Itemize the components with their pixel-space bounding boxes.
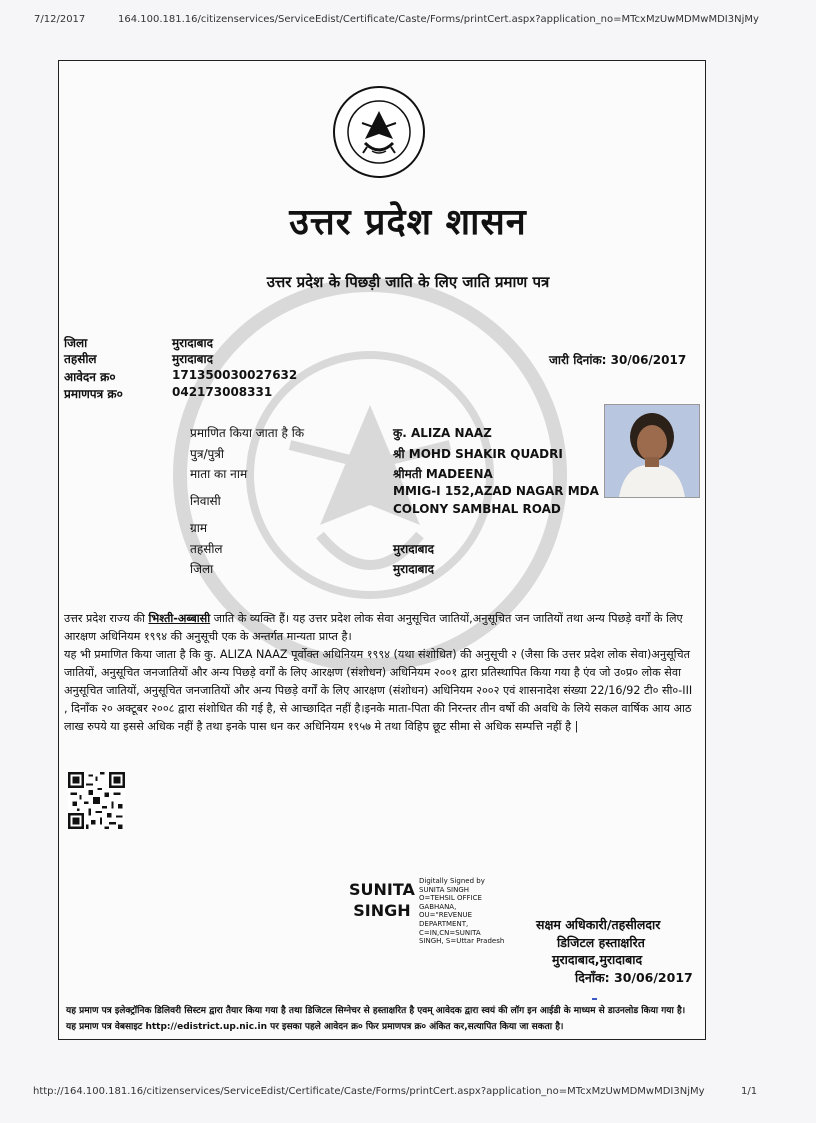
authority-digital-signed: डिजिटल हस्ताक्षरित <box>557 935 645 950</box>
print-header-date: 7/12/2017 <box>34 14 86 25</box>
authority-designation: सक्षम अधिकारी/तहसीलदार <box>536 917 661 932</box>
verification-note: यह प्रमाण पत्र इलेक्ट्रॉनिक डिलिवरी सिस्टम द्वारा तैयार किया गया है तथा डिजिटल सिग्नेचर से हस्ताक्षरित है एवम् आवेदक द्वारा स्वयं की लॉग इन आईडी के माध्यम से डाउनलोड किया गया है। यह प्रमाण पत्र वेबसाइट http://edistrict.up.nic.in पर इसका पहले आवेदन क्र० फिर प्रमाणपत्र क्र० अंकित कर,सत्यापित किया जा सकता है। <box>66 1006 686 1032</box>
detail-tehsil-label: तहसील <box>190 542 223 556</box>
certify-value: कु. ALIZA NAAZ <box>393 426 492 440</box>
applicant-photo <box>604 404 700 498</box>
ink-mark <box>592 998 597 1000</box>
print-footer-page: 1/1 <box>741 1086 758 1097</box>
district-value: मुरादाबाद <box>172 336 214 350</box>
page-title: उत्तर प्रदेश शासन <box>289 201 527 243</box>
tehsil-value: मुरादाबाद <box>172 352 214 366</box>
tehsil-label: तहसील <box>64 352 97 366</box>
village-label: ग्राम <box>190 521 208 535</box>
print-footer-url: http://164.100.181.16/citizenservices/ServiceEdist/Certificate/Caste/Forms/printCert.aspx?application_no=MTcxMzUwMDMwMDI3NjMy <box>33 1086 705 1097</box>
body-paragraph-2: यह भी प्रमाणित किया जाता है कि कु. ALIZA NAAZ पूर्वोक्त अधिनियम १९९४ (यथा संशोधित) की अनुसूची २ (जैसा कि उत्तर प्रदेश लोक सेवा)अनुसूचित जातियों, अनुसूचित जनजातियों और अन्य पिछड़े वर्गों के लिए आरक्षण (संशोधन) अधिनियम २००१ द्वारा प्रतिस्थापित किया गया है एंव जो उ०प्र० लोक सेवा अनुसूचित जातियों, अनुसूचित जनजातियों और अन्य पिछड़े वर्गों के लिए आरक्षण (संशोधन) अधिनियम २००२ एवं शासनादेश संख्या 22/16/92 टी० सी०-III , दिनाँक २० अक्टूबर २००८ द्वारा संशोधित की गई है, से आच्छादित नहीं है।इनके माता-पिता की निरन्तर तीन वर्षो की अवधि के लिये सकल वार्षिक आय आठ लाख रुपये या इससे अधिक नहीं है तथा इनके पास धन कर अधिनियम १९५७ मे तथा विहिप छूट सीमा से अधिक सम्पत्ति नहीं है | <box>64 648 693 733</box>
detail-tehsil-value: मुरादाबाद <box>393 542 435 556</box>
application-value: 171350030027632 <box>172 368 298 382</box>
residence-line-1: MMIG-I 152,AZAD NAGAR MDA <box>393 484 599 498</box>
district-label: जिला <box>64 336 88 350</box>
mother-value: श्रीमती MADEENA <box>393 467 493 481</box>
certificate-subtitle: उत्तर प्रदेश के पिछड़ी जाति के लिए जाति प्रमाण पत्र <box>266 273 550 291</box>
certificate-body <box>64 610 696 736</box>
authority-location: मुरादाबाद,मुरादाबाद <box>552 952 643 967</box>
mother-label: माता का नाम <box>190 467 248 481</box>
detail-district-label: जिला <box>190 562 214 576</box>
residence-line-2: COLONY SAMBHAL ROAD <box>393 502 561 516</box>
application-label: आवेदन क्र० <box>64 370 116 384</box>
up-government-emblem <box>332 85 426 179</box>
digital-signature-details: Digitally Signed by SUNITA SINGH O=TEHSIL OFFICE GABHANA, OU="REVENUE DEPARTMENT, C=IN,CN=SUNITA SINGH, S=Uttar Pradesh <box>419 877 505 946</box>
certificate-value: 042173008331 <box>172 385 273 399</box>
qr-code <box>68 772 125 829</box>
parent-value: श्री MOHD SHAKIR QUADRI <box>393 447 563 461</box>
caste-name: भिश्ती-अब्बासी <box>148 612 211 625</box>
authority-date: दिनाँक: 30/06/2017 <box>575 970 693 985</box>
issue-date: जारी दिनांक: 30/06/2017 <box>549 353 687 367</box>
residence-label: निवासी <box>190 494 221 508</box>
print-header-url: 164.100.181.16/citizenservices/ServiceEdist/Certificate/Caste/Forms/printCert.aspx?application_no=MTcxMzUwMDMwMDI3NjMy <box>118 14 759 25</box>
parent-label: पुत्र/पुत्री <box>190 447 225 461</box>
detail-district-value: मुरादाबाद <box>393 562 435 576</box>
body-paragraph-1: उत्तर प्रदेश राज्य की भिश्ती-अब्बासी जाति के व्यक्ति हैं। यह उत्तर प्रदेश लोक सेवा अनुसूचित जातियों,अनुसूचित जन जातियों तथा अन्य पिछड़े वर्गों के लिए आरक्षण अधिनियम १९९४ की अनुसूची एक के अन्तर्गत मान्यता प्राप्त है। <box>64 612 683 643</box>
signer-name: SUNITA SINGH <box>349 880 415 920</box>
certify-label: प्रमाणित किया जाता है कि <box>190 426 305 440</box>
certificate-label: प्रमाणपत्र क्र० <box>64 387 123 401</box>
